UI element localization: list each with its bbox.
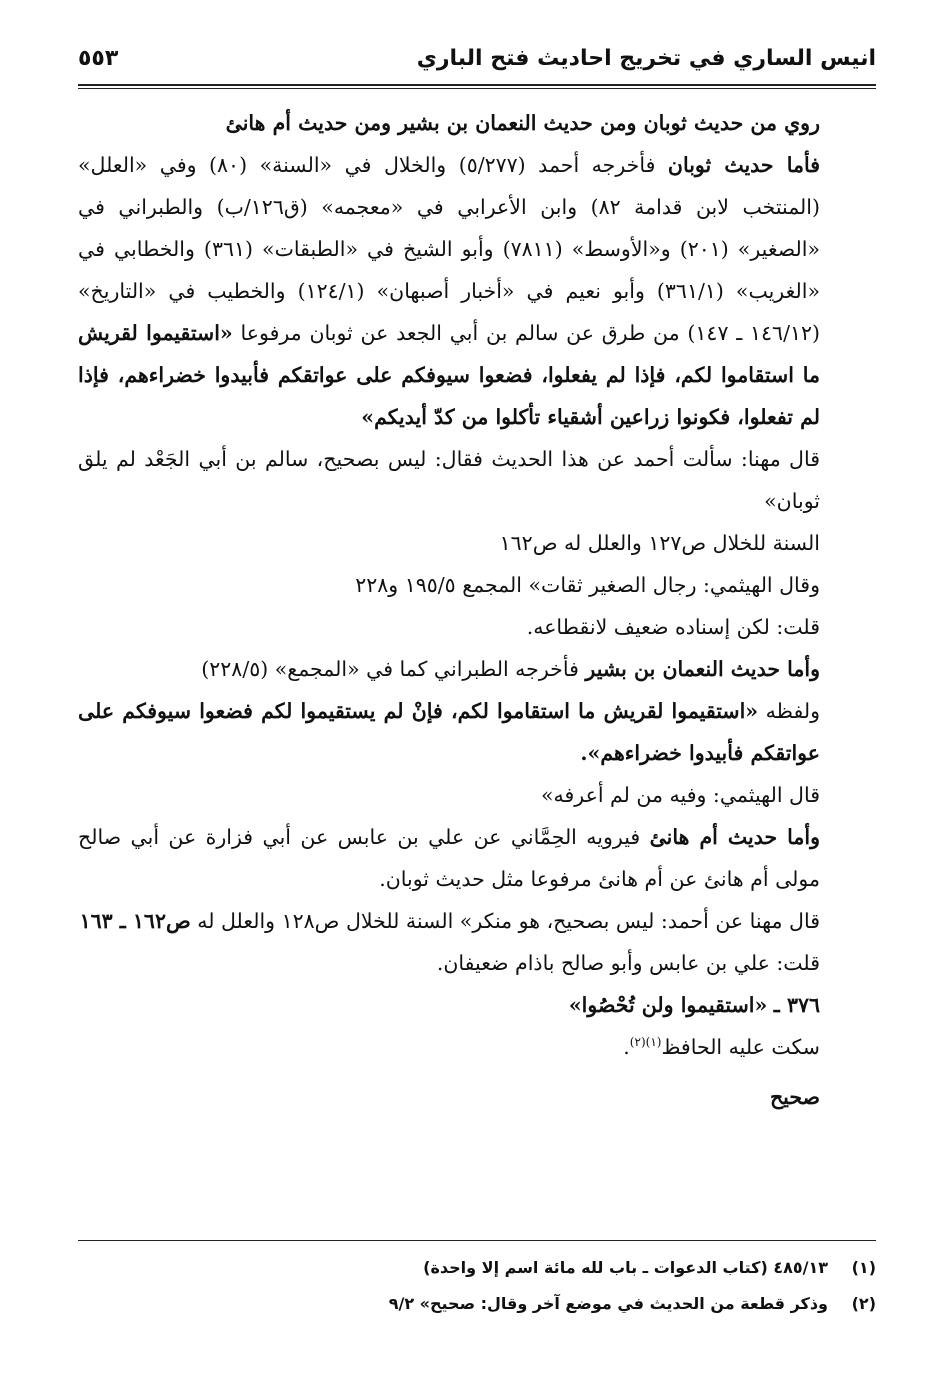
page-header bbox=[78, 38, 876, 78]
verdict: صحيح bbox=[769, 1085, 820, 1109]
footnote-2: (٢) وذكر قطعة من الحديث في موضع آخر وقال: صحيح» ٩/٢ bbox=[388, 1294, 876, 1313]
paragraph-haythami: وقال الهيثمي: رجال الصغير ثقات» المجمع ١٩٥/٥ و٢٢٨ bbox=[355, 573, 820, 597]
running-title: انيس الساري في تخريج احاديث فتح الباري bbox=[416, 45, 876, 71]
paragraph-muhanna: قال مهنا: سألت أحمد عن هذا الحديث فقال: ليس بصحيح، سالم بن أبي الجَعْد لم يلق ثوبان» bbox=[78, 447, 820, 513]
page-number: ٥٥٣ bbox=[78, 45, 119, 71]
paragraph-lafzuhu: ولفظه «استقيموا لقريش ما استقاموا لكم، فإنْ لم يستقيموا لكم فضعوا سيوفكم على عواتقكم فأبيدوا خضراءهم». bbox=[78, 699, 821, 765]
entry-number: ٣٧٦ ـ bbox=[773, 993, 820, 1017]
paragraph-muhanna-2: قال مهنا عن أحمد: ليس بصحيح، هو منكر» السنة للخلال ص١٢٨ والعلل له ص١٦٢ ـ ١٦٣ bbox=[79, 909, 820, 933]
entry-hadith: «استقيموا ولن تُحْصُوا» bbox=[568, 993, 768, 1017]
paragraph-sunna-ref: السنة للخلال ص١٢٧ والعلل له ص١٦٢ bbox=[499, 531, 820, 555]
footnote-marks: (١)(٢) bbox=[629, 1035, 662, 1050]
paragraph-qultu-1: قلت: لكن إسناده ضعيف لانقطاعه. bbox=[526, 615, 820, 639]
paragraph-qultu-2: قلت: علي بن عابس وأبو صالح باذام ضعيفان. bbox=[436, 951, 820, 975]
paragraph-intro: روي من حديث ثوبان ومن حديث النعمان بن بشير ومن حديث أم هانئ bbox=[225, 111, 820, 135]
paragraph-umm-hani: وأما حديث أم هانئ فيرويه الحِمَّاني عن علي بن عابس عن أبي فزارة عن أبي صالح مولى أم هانئ عن أم هانئ مرفوعا مثل حديث ثوبان. bbox=[78, 825, 820, 891]
footnotes bbox=[78, 1250, 876, 1322]
footnote-rule bbox=[78, 1240, 876, 1241]
header-rule bbox=[78, 84, 876, 89]
main-text bbox=[78, 102, 876, 1118]
paragraph-numan: وأما حديث النعمان بن بشير فأخرجه الطبراني كما في «المجمع» (٢٢٨/٥) bbox=[201, 657, 820, 681]
paragraph-haythami-2: قال الهيثمي: وفيه من لم أعرفه» bbox=[540, 783, 820, 807]
footnote-1: (١) ٤٨٥/١٣ (كتاب الدعوات ـ باب لله مائة اسم إلا واحدة) bbox=[423, 1258, 876, 1277]
paragraph-hafiz: سكت عليه الحافظ$^{(١)(٢)}$. bbox=[623, 1035, 820, 1059]
hadith-entry bbox=[78, 984, 876, 1026]
paragraph-thawban: فأما حديث ثوبان فأخرجه أحمد (٥/٢٧٧) والخلال في «السنة» (٨٠) وفي «العلل» (المنتخب لابن قدامة ٨٢) وابن الأعرابي في «معجمه» (ق١٢٦/ب) والطبراني في «الصغير» (٢٠١) و«الأوسط» (٧٨١١) وأبو الشيخ في «الطبقات» (٣٦١) والخطابي في «الغريب» (٣٦١/١) وأبو نعيم في «أخبار أصبهان» (١٢٤/١) والخطيب في «التاريخ» (١٤٦/١٢ ـ ١٤٧) من طرق عن سالم بن أبي الجعد عن ثوبان مرفوعا «استقيموا لقريش ما استقاموا لكم، فإذا لم يفعلوا، فضعوا سيوفكم على عواتقكم فأبيدوا خضراءهم، فإذا لم تفعلوا، فكونوا زراعين أشقياء تأكلوا من كدّ أيديكم» bbox=[78, 153, 821, 429]
